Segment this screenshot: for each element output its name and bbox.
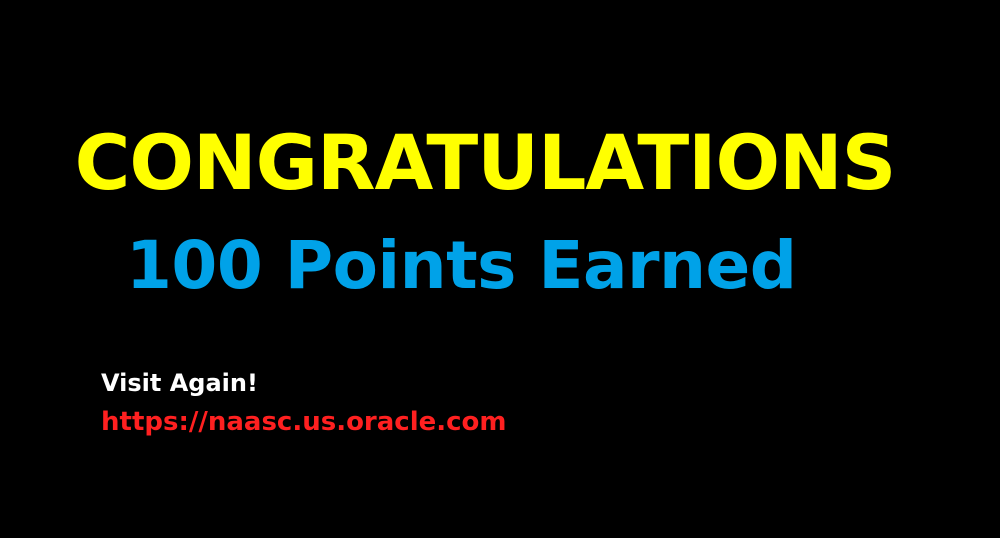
points-earned-text: 100 Points Earned xyxy=(126,227,797,304)
visit-again-text: Visit Again! xyxy=(101,369,258,397)
congratulations-headline: CONGRATULATIONS xyxy=(74,118,896,207)
site-link[interactable]: https://naasc.us.oracle.com xyxy=(101,407,507,437)
